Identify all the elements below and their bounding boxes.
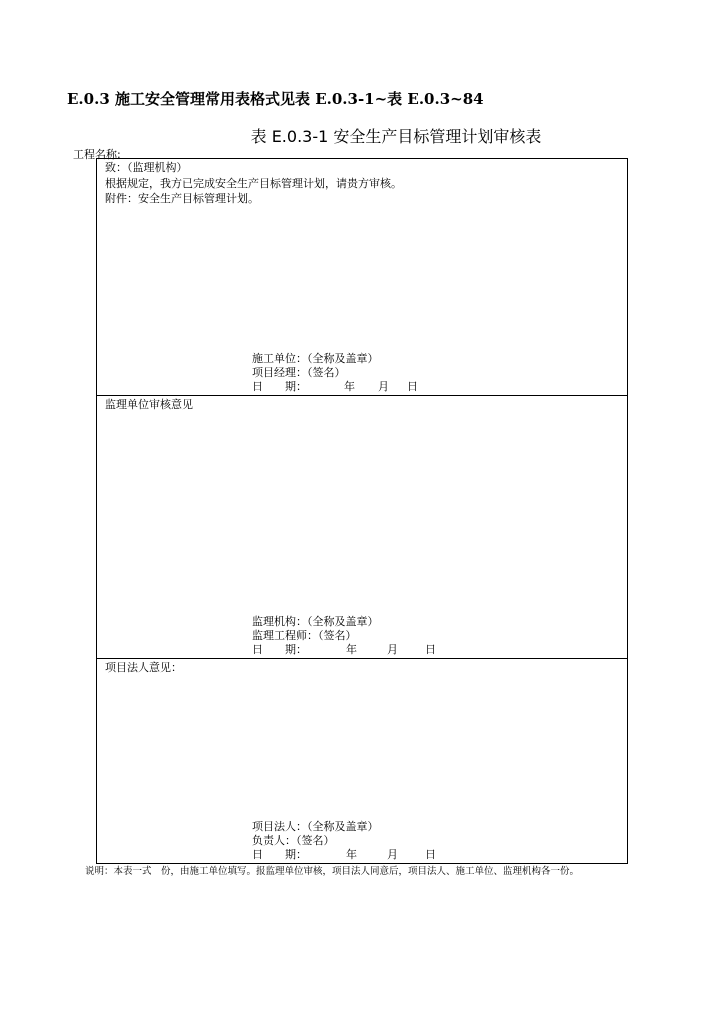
project-owner-section bbox=[97, 659, 627, 863]
date-row bbox=[252, 848, 436, 862]
date-label: 日 期： bbox=[252, 643, 307, 656]
project-owner-label: 项目法人：（全称及盖章） bbox=[252, 820, 379, 833]
date-label: 日 期： bbox=[252, 848, 307, 861]
date-row bbox=[252, 380, 418, 394]
project-manager-label: 项目经理：（签名） bbox=[252, 366, 346, 379]
project-name-label: 工程名称: bbox=[73, 148, 121, 161]
supervision-org-label: 监理机构：（全称及盖章） bbox=[252, 615, 379, 628]
date-row bbox=[252, 643, 436, 657]
year-label: 年 bbox=[344, 380, 355, 393]
responsible-person-label: 负责人：（签名） bbox=[252, 834, 335, 847]
request-body: 根据规定，我方已完成安全生产目标管理计划，请贵方审核。 bbox=[105, 177, 402, 190]
document-heading: E.0.3 施工安全管理常用表格式见表 E.0.3-1~表 E.0.3~84 bbox=[67, 90, 484, 108]
supervisor-signature-block bbox=[252, 615, 436, 657]
table-title: 表 E.0.3-1 安全生产目标管理计划审核表 bbox=[250, 127, 542, 146]
supervisor-opinion-title: 监理单位审核意见 bbox=[105, 398, 193, 411]
project-owner-opinion-title: 项目法人意见： bbox=[105, 661, 182, 674]
date-label: 日 期： bbox=[252, 380, 307, 393]
review-form bbox=[96, 158, 628, 864]
month-label: 月 bbox=[387, 643, 398, 656]
month-label: 月 bbox=[378, 380, 389, 393]
form-note: 说明：本表一式 份，由施工单位填写。报监理单位审核，项目法人同意后，项目法人、施工单位、监理机构各一份。 bbox=[85, 866, 580, 877]
year-label: 年 bbox=[346, 848, 357, 861]
supervision-engineer-label: 监理工程师：（签名） bbox=[252, 629, 357, 642]
year-label: 年 bbox=[346, 643, 357, 656]
addressee-line: 致：（监理机构） bbox=[105, 161, 188, 174]
day-label: 日 bbox=[425, 643, 436, 656]
supervisor-section bbox=[97, 396, 627, 659]
contractor-signature-block bbox=[252, 352, 418, 394]
owner-signature-block bbox=[252, 820, 436, 862]
attachment-line: 附件：安全生产目标管理计划。 bbox=[105, 192, 259, 205]
contractor-section bbox=[97, 159, 627, 396]
day-label: 日 bbox=[407, 380, 418, 393]
day-label: 日 bbox=[425, 848, 436, 861]
month-label: 月 bbox=[387, 848, 398, 861]
contractor-unit-label: 施工单位：（全称及盖章） bbox=[252, 352, 379, 365]
